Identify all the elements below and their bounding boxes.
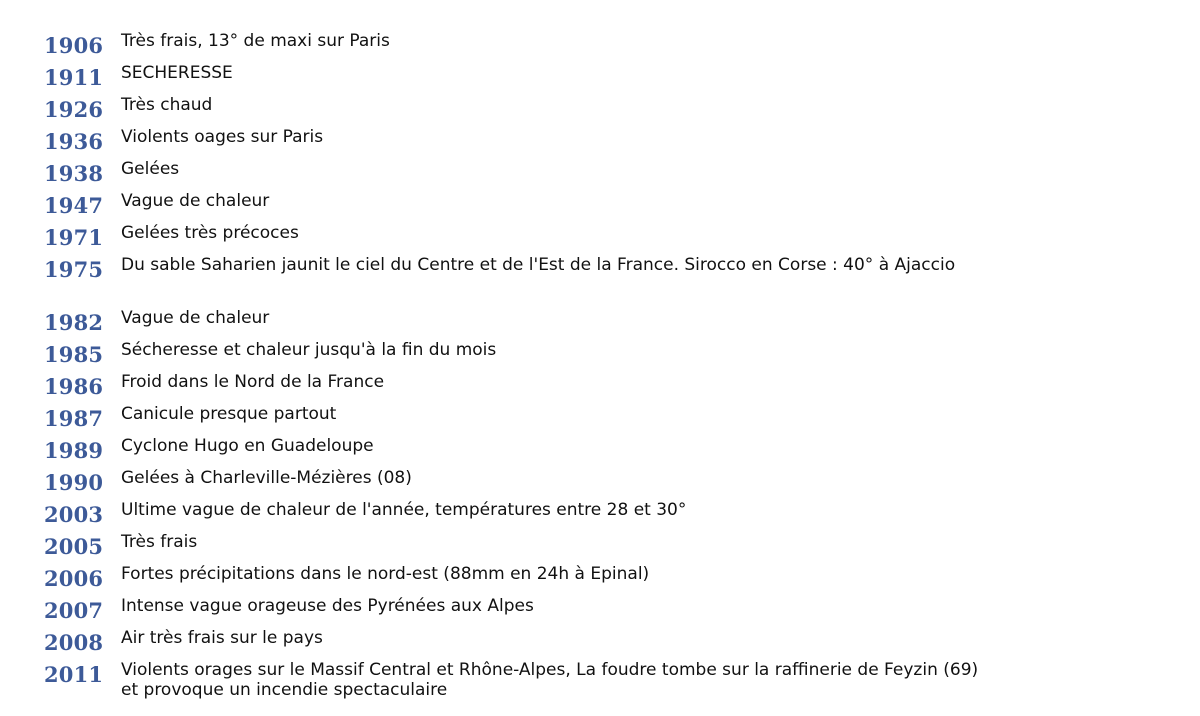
event-row <box>44 30 1004 62</box>
event-year: 2007 <box>44 598 104 623</box>
event-row <box>44 659 1004 712</box>
event-row <box>44 435 1004 467</box>
event-year: 1947 <box>44 193 104 218</box>
event-year: 2006 <box>44 566 104 591</box>
event-year: 1906 <box>44 33 104 58</box>
event-row <box>44 126 1004 158</box>
event-description: Froid dans le Nord de la France <box>121 372 385 392</box>
event-description: Très chaud <box>121 95 213 115</box>
event-year: 1990 <box>44 470 104 495</box>
event-row <box>44 94 1004 126</box>
event-description: Air très frais sur le pays <box>121 628 323 648</box>
event-description: Canicule presque partout <box>121 404 337 424</box>
event-year: 1989 <box>44 438 104 463</box>
event-description: Violents orages sur le Massif Central et Rhône-Alpes, La foudre tombe sur la raffinerie de Feyzin (69) et provoque un incendie spectaculaire <box>121 660 979 700</box>
event-row <box>44 531 1004 563</box>
event-row <box>44 467 1004 499</box>
event-year: 1911 <box>44 65 104 90</box>
event-year: 2003 <box>44 502 104 527</box>
event-row <box>44 254 1004 307</box>
event-description: Très frais, 13° de maxi sur Paris <box>121 31 390 51</box>
event-row <box>44 403 1004 435</box>
event-description: Vague de chaleur <box>121 191 270 211</box>
event-description: Violents oages sur Paris <box>121 127 324 147</box>
event-year: 1975 <box>44 257 104 282</box>
event-description: Sécheresse et chaleur jusqu'à la fin du mois <box>121 340 497 360</box>
event-year: 1987 <box>44 406 104 431</box>
event-year: 1971 <box>44 225 104 250</box>
event-description: Cyclone Hugo en Guadeloupe <box>121 436 374 456</box>
event-row <box>44 371 1004 403</box>
event-row <box>44 563 1004 595</box>
event-row <box>44 499 1004 531</box>
event-year: 1936 <box>44 129 104 154</box>
event-row <box>44 307 1004 339</box>
event-row <box>44 627 1004 659</box>
event-row <box>44 190 1004 222</box>
weather-events-list <box>44 30 1004 712</box>
event-year: 1982 <box>44 310 104 335</box>
event-description: Du sable Saharien jaunit le ciel du Centre et de l'Est de la France. Sirocco en Corse : 40° à Ajaccio <box>121 255 956 275</box>
event-description: Gelées à Charleville-Mézières (08) <box>121 468 412 488</box>
event-description: Vague de chaleur <box>121 308 270 328</box>
event-year: 2011 <box>44 662 104 687</box>
event-year: 1985 <box>44 342 104 367</box>
event-description: Fortes précipitations dans le nord-est (88mm en 24h à Epinal) <box>121 564 650 584</box>
event-year: 2008 <box>44 630 104 655</box>
event-row <box>44 62 1004 94</box>
event-description: Gelées très précoces <box>121 223 299 243</box>
event-description: Ultime vague de chaleur de l'année, températures entre 28 et 30° <box>121 500 687 520</box>
event-year: 1986 <box>44 374 104 399</box>
event-year: 1926 <box>44 97 104 122</box>
event-row <box>44 595 1004 627</box>
event-row <box>44 222 1004 254</box>
event-description: Très frais <box>121 532 198 552</box>
event-row <box>44 339 1004 371</box>
event-description: Intense vague orageuse des Pyrénées aux Alpes <box>121 596 534 616</box>
event-year: 2005 <box>44 534 104 559</box>
event-row <box>44 158 1004 190</box>
event-description: SECHERESSE <box>121 63 233 83</box>
event-year: 1938 <box>44 161 104 186</box>
event-description: Gelées <box>121 159 180 179</box>
